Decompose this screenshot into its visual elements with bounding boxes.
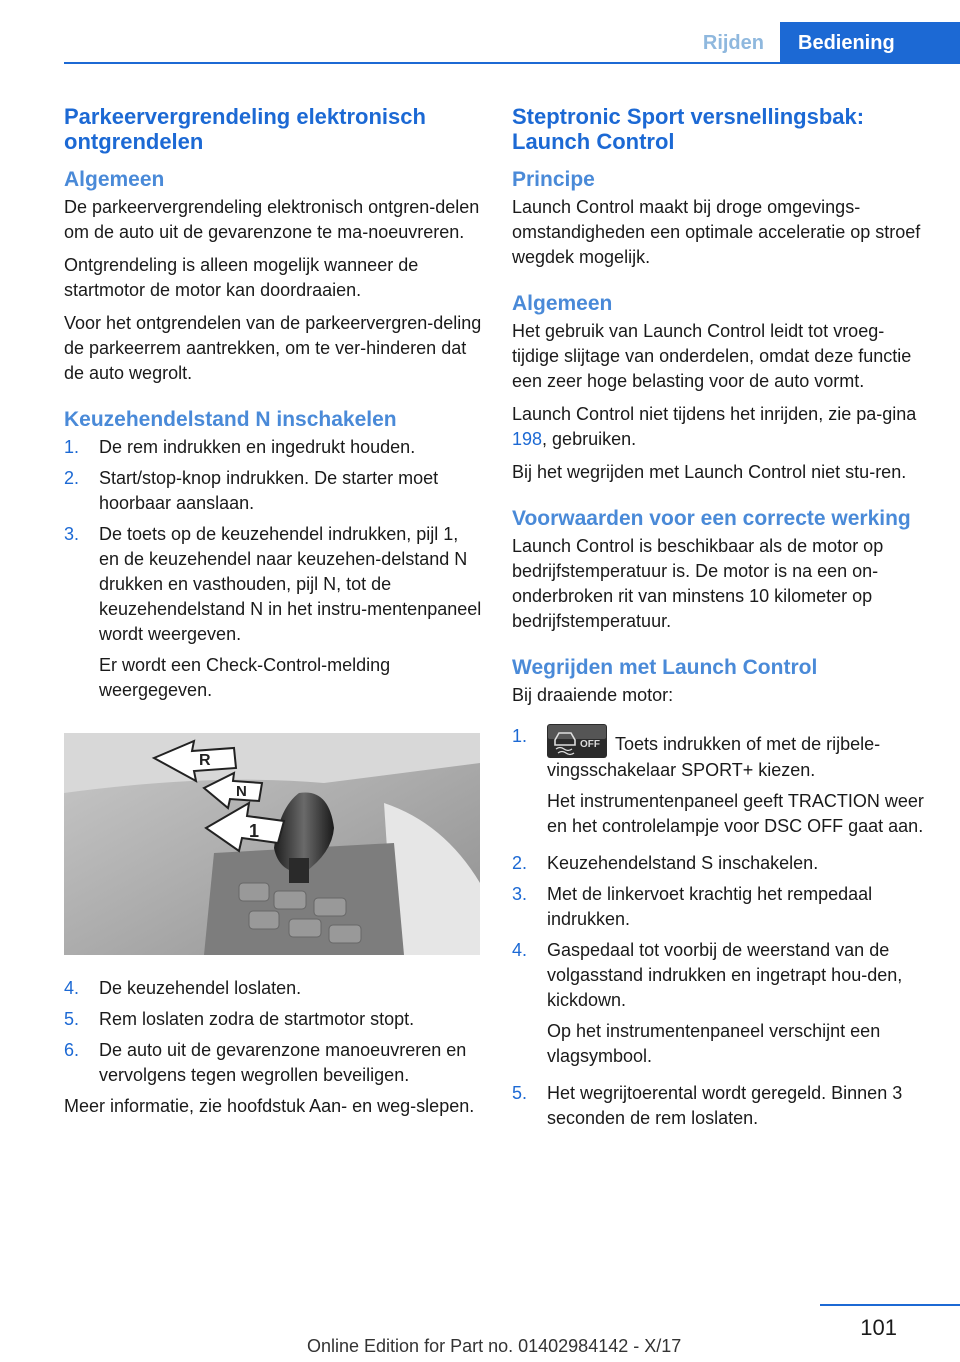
- right-general-section: [512, 292, 928, 485]
- left-general-p1: De parkeervergrendeling elektronisch ontgren‐delen om de auto uit de gevarenzone te ma‐noeuvreren.: [64, 197, 480, 242]
- header-chapter: Bediening: [780, 22, 960, 62]
- list-item: [512, 851, 928, 876]
- left-general-heading: Algemeen: [64, 168, 165, 191]
- step-number: 4.: [512, 940, 528, 960]
- conditions-heading: Voorwaarden voor een correcte werking: [512, 507, 911, 530]
- launch-intro: Bij draaiende motor:: [512, 685, 674, 705]
- edition-text: Online Edition for Part no. 01402984142 - X/17: [307, 1336, 682, 1356]
- step-number: 1.: [512, 726, 528, 746]
- step-number: 5.: [512, 1083, 528, 1103]
- step-text: De toets op de keuzehendel indrukken, pijl 1, en de keuzehendel naar keuzehen‐delstand N drukken en vasthouden, pijl N, tot de keuzehendelstand N in het instru‐mentenpaneel wordt weergeven.: [99, 524, 482, 644]
- right-general-p1: Het gebruik van Launch Control leidt tot vroeg‐tijdige slijtage van onderdelen, omdat deze functie een zeer hoge belasting voor de auto vormt.: [512, 321, 912, 391]
- step-text: De keuzehendel loslaten.: [99, 978, 302, 998]
- list-item: [512, 724, 928, 845]
- left-general-p3: Voor het ontgrendelen van de parkeervergren‐deling de parkeerrem aantrekken, om te ver‐hinderen dat de auto wegrolt.: [64, 313, 482, 383]
- launch-heading: Wegrijden met Launch Control: [512, 656, 818, 679]
- list-item: [512, 938, 928, 1075]
- step-number: 1.: [64, 437, 80, 457]
- step-number: 3.: [64, 524, 80, 544]
- figure-label-n: N: [236, 783, 247, 800]
- gear-selector-photo: [64, 733, 480, 955]
- steps-list-b: [64, 976, 482, 1088]
- step-number: 3.: [512, 884, 528, 904]
- step-text: Gaspedaal tot voorbij de weerstand van de volgasstand indrukken en ingetrapt hou‐den, kickdown.: [547, 940, 903, 1010]
- steps-list-a: [64, 435, 482, 709]
- left-title: Parkeervergrendeling elektronisch ontgrendelen: [64, 104, 426, 154]
- header-section: Rijden: [702, 32, 764, 54]
- icon-label: OFF: [580, 739, 600, 750]
- step-text: Start/stop-knop indrukken. De starter moet hoorbaar aanslaan.: [99, 468, 439, 513]
- list-item: [512, 1081, 928, 1131]
- header-rule: [64, 62, 960, 64]
- list-item: [64, 1007, 482, 1032]
- step-text: Keuzehendelstand S inschakelen.: [547, 853, 819, 873]
- n-heading: Keuzehendelstand N inschakelen: [64, 408, 397, 431]
- conditions-text: Launch Control is beschikbaar als de motor op bedrijfstemperatuur is. De motor is na een on‐onderbroken rit van minstens 10 kilometer op bedrijfstemperatuur.: [512, 536, 884, 631]
- figure-label-r: R: [199, 752, 211, 769]
- step-number: 5.: [64, 1009, 80, 1029]
- text-fragment: Launch Control niet tijdens het inrijden, zie pa‐gina: [512, 404, 917, 424]
- principle-heading: Principe: [512, 168, 595, 191]
- right-general-heading: Algemeen: [512, 292, 613, 315]
- dsc-off-icon: [547, 724, 607, 758]
- page-header: [703, 22, 960, 62]
- right-title: Steptronic Sport versnellingsbak: Launch Control: [512, 104, 865, 154]
- step-text: Toets indrukken of met de rijbele‐vingsschakelaar SPORT+ kiezen.: [547, 734, 881, 780]
- step-number: 2.: [512, 853, 528, 873]
- step-note: Op het instrumentenpaneel verschijnt een vlagsymbool.: [547, 1021, 881, 1066]
- text-fragment: , gebruiken.: [542, 429, 637, 449]
- principle-text: Launch Control maakt bij droge omgevings‐omstandigheden een optimale acceleratie op stroef wegdek mogelijk.: [512, 197, 921, 267]
- left-column: [64, 104, 482, 1127]
- left-closing: Meer informatie, zie hoofdstuk Aan- en weg‐slepen.: [64, 1096, 475, 1116]
- step-text: De auto uit de gevarenzone manoeuvreren en vervolgens tegen wegrollen beveiligen.: [99, 1040, 467, 1085]
- principle-section: [512, 168, 928, 270]
- list-item: [512, 882, 928, 932]
- launch-steps: [512, 724, 928, 1131]
- list-item: [64, 522, 482, 709]
- page-number: 101: [860, 1315, 897, 1340]
- step-text: Met de linkervoet krachtig het rempedaal indrukken.: [547, 884, 873, 929]
- step-text: Het wegrijtoerental wordt geregeld. Binnen 3 seconden de rem loslaten.: [547, 1083, 903, 1128]
- right-general-p3: Bij het wegrijden met Launch Control niet stu‐ren.: [512, 462, 907, 482]
- right-column: [512, 104, 928, 1137]
- conditions-section: [512, 507, 928, 634]
- right-general-p2: [512, 402, 928, 452]
- page-link[interactable]: 198: [512, 429, 543, 449]
- step-number: 4.: [64, 978, 80, 998]
- list-item: [64, 1038, 482, 1088]
- step-number: 2.: [64, 468, 80, 488]
- list-item: [64, 466, 482, 516]
- list-item: [64, 976, 482, 1001]
- step-number: 6.: [64, 1040, 80, 1060]
- left-general-p2: Ontgrendeling is alleen mogelijk wanneer de startmotor de motor kan doordraaien.: [64, 255, 419, 300]
- step-note: Er wordt een Check-Control-melding weergegeven.: [99, 655, 391, 700]
- footer-rule: [820, 1304, 960, 1306]
- step-text-with-icon: [547, 724, 928, 783]
- figure-label-1: 1: [249, 821, 260, 841]
- step-note: Het instrumentenpaneel geeft TRACTION weer en het controlelampje voor DSC OFF gaat aan.: [547, 791, 924, 836]
- list-item: [64, 435, 482, 460]
- step-text: Rem loslaten zodra de startmotor stopt.: [99, 1009, 415, 1029]
- step-text: De rem indrukken en ingedrukt houden.: [99, 437, 416, 457]
